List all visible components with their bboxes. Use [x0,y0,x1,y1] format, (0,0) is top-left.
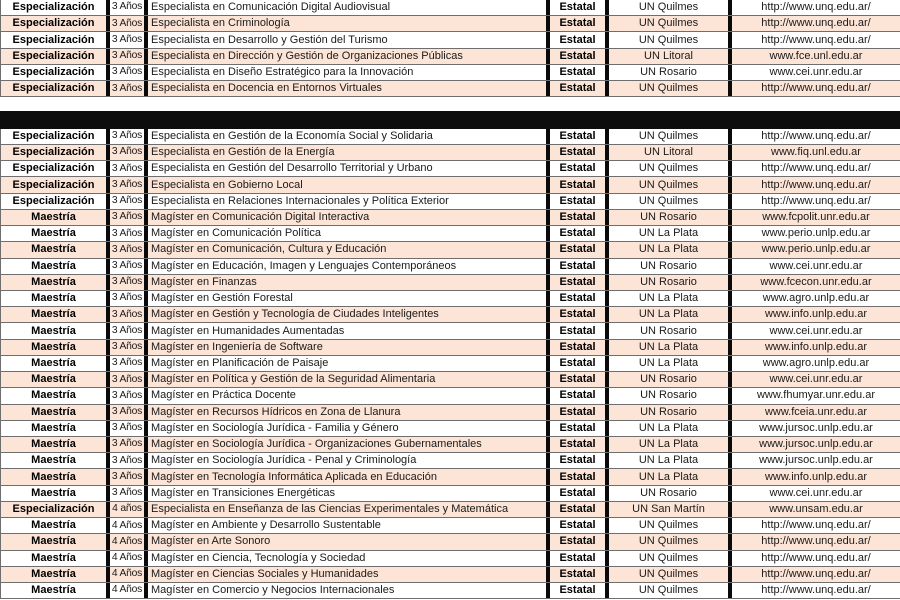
duration-cell[interactable]: 3 Años [110,421,148,436]
duration-cell[interactable]: 3 Años [110,129,148,144]
program-type-cell[interactable]: Maestría [1,242,110,257]
table-row [0,0,900,16]
url-cell[interactable]: http://www.unq.edu.ar/ [761,551,871,564]
program-name-cell[interactable]: Especialista en Gestión de la Economía Social y Solidaria [148,129,550,144]
url-cell[interactable]: www.jursoc.unlp.edu.ar [759,438,873,451]
program-type-cell[interactable]: Especialización [1,161,110,176]
url-cell[interactable]: www.fcecon.unr.edu.ar [760,275,872,288]
sector-cell[interactable]: Estatal [550,469,609,484]
duration-cell[interactable]: 4 años [110,502,148,517]
table-row [0,421,900,437]
sector-cell[interactable]: Estatal [550,551,609,566]
sector-cell[interactable]: Estatal [550,372,609,387]
sector-cell[interactable]: Estatal [550,145,609,160]
duration-cell[interactable]: 3 Años [110,32,148,47]
program-name-cell[interactable]: Magíster en Finanzas [148,275,550,290]
program-type-cell[interactable]: Especialización [1,0,110,15]
sector-cell[interactable]: Estatal [550,502,609,517]
duration-cell[interactable]: 3 Años [110,49,148,64]
duration-cell[interactable]: 3 Años [110,405,148,420]
duration-cell[interactable]: 3 Años [110,226,148,241]
table-row [0,259,900,275]
program-type-cell[interactable]: Maestría [1,388,110,403]
url-cell[interactable]: http://www.unq.edu.ar/ [761,178,871,191]
program-name-cell[interactable]: Magíster en Gestión Forestal [148,291,550,306]
url-cell[interactable]: www.fceia.unr.edu.ar [764,405,868,418]
table-row [0,534,900,550]
university-cell[interactable]: UN Rosario [609,65,732,80]
table-row [0,129,900,145]
program-type-cell[interactable]: Maestría [1,226,110,241]
url-cell[interactable]: www.fiq.unl.edu.ar [771,146,861,159]
sector-cell[interactable]: Estatal [550,534,609,549]
duration-cell[interactable]: 3 Años [110,437,148,452]
university-cell[interactable]: UN La Plata [609,291,732,306]
url-cell[interactable]: http://www.unq.edu.ar/ [761,567,871,580]
university-cell[interactable]: UN La Plata [609,437,732,452]
program-type-cell[interactable]: Especialización [1,129,110,144]
sector-cell[interactable]: Estatal [550,437,609,452]
url-cell[interactable]: www.cei.unr.edu.ar [769,486,863,499]
table-row [0,49,900,65]
duration-cell[interactable]: 3 Años [110,65,148,80]
url-cell[interactable]: http://www.unq.edu.ar/ [761,33,871,46]
url-cell[interactable]: www.perio.unlp.edu.ar [761,227,871,240]
program-name-cell[interactable]: Magíster en Comercio y Negocios Internacionales [148,583,550,598]
program-name-cell[interactable]: Especialista en Comunicación Digital Audiovisual [148,0,550,15]
duration-cell[interactable]: 3 Años [110,145,148,160]
program-type-cell[interactable]: Maestría [1,534,110,549]
program-name-cell[interactable]: Magíster en Ambiente y Desarrollo Sustentable [148,518,550,533]
sector-cell[interactable]: Estatal [550,421,609,436]
table-row [0,437,900,453]
program-name-cell[interactable]: Magíster en Ciencia, Tecnología y Sociedad [148,551,550,566]
program-type-cell[interactable]: Maestría [1,340,110,355]
university-cell[interactable]: UN La Plata [609,453,732,468]
table-row [0,161,900,177]
university-cell[interactable]: UN Quilmes [609,32,732,47]
duration-cell[interactable]: 3 Años [110,259,148,274]
program-type-cell[interactable]: Maestría [1,421,110,436]
table-row [0,340,900,356]
program-name-cell[interactable]: Especialista en Docencia en Entornos Virtuales [148,81,550,96]
table-row [0,453,900,469]
program-type-cell[interactable]: Maestría [1,453,110,468]
program-name-cell[interactable]: Especialista en Criminología [148,16,550,31]
url-cell[interactable]: http://www.unq.edu.ar/ [761,584,871,597]
program-name-cell[interactable]: Magíster en Planificación de Paisaje [148,356,550,371]
duration-cell[interactable]: 3 Años [110,307,148,322]
url-cell[interactable]: www.jursoc.unlp.edu.ar [759,421,873,434]
university-cell[interactable]: UN La Plata [609,356,732,371]
program-name-cell[interactable]: Especialista en Gobierno Local [148,177,550,192]
program-type-cell[interactable]: Maestría [1,210,110,225]
university-cell[interactable]: UN La Plata [609,469,732,484]
table-row [0,16,900,32]
program-type-cell[interactable]: Especialización [1,502,110,517]
program-name-cell[interactable]: Magíster en Humanidades Aumentadas [148,323,550,338]
table-row [0,405,900,421]
duration-cell[interactable]: 4 Años [110,518,148,533]
sector-cell[interactable]: Estatal [550,583,609,598]
duration-cell[interactable]: 4 Años [110,534,148,549]
program-type-cell[interactable]: Especialización [1,49,110,64]
duration-cell[interactable]: 3 Años [110,356,148,371]
university-cell[interactable]: UN Rosario [609,372,732,387]
duration-cell[interactable]: 3 Años [110,453,148,468]
url-cell[interactable]: www.info.unlp.edu.ar [764,470,868,483]
sector-cell[interactable]: Estatal [550,323,609,338]
university-cell[interactable]: UN Rosario [609,210,732,225]
program-type-cell[interactable]: Especialización [1,16,110,31]
table-row [0,226,900,242]
sector-cell[interactable]: Estatal [550,453,609,468]
program-type-cell[interactable]: Maestría [1,323,110,338]
sector-cell[interactable]: Estatal [550,129,609,144]
sector-cell[interactable]: Estatal [550,242,609,257]
program-type-cell[interactable]: Maestría [1,291,110,306]
table-row [0,32,900,48]
university-cell[interactable]: UN Quilmes [609,81,732,96]
duration-cell[interactable]: 3 Años [110,275,148,290]
duration-cell[interactable]: 3 Años [110,161,148,176]
university-cell[interactable]: UN La Plata [609,242,732,257]
url-cell[interactable]: www.fce.unl.edu.ar [769,49,863,62]
program-name-cell[interactable]: Magíster en Transiciones Energéticas [148,486,550,501]
program-type-cell[interactable]: Maestría [1,469,110,484]
table-row [0,210,900,226]
university-cell[interactable]: UN Quilmes [609,177,732,192]
program-type-cell[interactable]: Especialización [1,81,110,96]
url-cell[interactable]: http://www.unq.edu.ar/ [761,194,871,207]
sector-cell[interactable]: Estatal [550,81,609,96]
sector-cell[interactable]: Estatal [550,291,609,306]
program-type-cell[interactable]: Maestría [1,437,110,452]
table-section-gap [0,97,900,111]
url-cell[interactable]: www.info.unlp.edu.ar [764,340,868,353]
sector-cell[interactable]: Estatal [550,65,609,80]
program-name-cell[interactable]: Especialista en Diseño Estratégico para la Innovación [148,65,550,80]
sector-cell[interactable]: Estatal [550,388,609,403]
university-cell[interactable]: UN Quilmes [609,0,732,15]
program-name-cell[interactable]: Especialista en Enseñanza de las Ciencias Experimentales y Matemática [148,502,550,517]
sector-cell[interactable]: Estatal [550,210,609,225]
url-cell[interactable]: www.fhumyar.unr.edu.ar [756,389,875,402]
sector-cell[interactable]: Estatal [550,356,609,371]
url-cell[interactable]: www.cei.unr.edu.ar [769,259,863,272]
duration-cell[interactable]: 3 Años [110,242,148,257]
url-cell[interactable]: www.cei.unr.edu.ar [769,65,863,78]
duration-cell[interactable]: 3 Años [110,486,148,501]
program-type-cell[interactable]: Maestría [1,259,110,274]
sector-cell[interactable]: Estatal [550,226,609,241]
duration-cell[interactable]: 4 Años [110,567,148,582]
table-row [0,81,900,97]
university-cell[interactable]: UN Quilmes [609,534,732,549]
duration-cell[interactable]: 3 Años [110,81,148,96]
university-cell[interactable]: UN Quilmes [609,161,732,176]
program-name-cell[interactable]: Magíster en Comunicación Digital Interactiva [148,210,550,225]
university-cell[interactable]: UN Rosario [609,259,732,274]
program-name-cell[interactable]: Especialista en Relaciones Internacionales y Política Exterior [148,194,550,209]
sector-cell[interactable]: Estatal [550,518,609,533]
table-row [0,518,900,534]
sector-cell[interactable]: Estatal [550,49,609,64]
duration-cell[interactable]: 3 Años [110,194,148,209]
table-row [0,356,900,372]
url-cell[interactable]: www.cei.unr.edu.ar [769,373,863,386]
program-type-cell[interactable]: Especialización [1,145,110,160]
program-name-cell[interactable]: Especialista en Gestión del Desarrollo Territorial y Urbano [148,161,550,176]
table-row [0,275,900,291]
table-row [0,65,900,81]
table-row [0,291,900,307]
program-name-cell[interactable]: Magíster en Arte Sonoro [148,534,550,549]
url-cell[interactable]: www.cei.unr.edu.ar [769,324,863,337]
url-cell[interactable]: www.fcpolit.unr.edu.ar [762,211,870,224]
program-name-cell[interactable]: Magíster en Política y Gestión de la Seguridad Alimentaria [148,372,550,387]
program-type-cell[interactable]: Maestría [1,551,110,566]
table-row [0,469,900,485]
sector-cell[interactable]: Estatal [550,32,609,47]
program-type-cell[interactable]: Maestría [1,307,110,322]
sector-cell[interactable]: Estatal [550,275,609,290]
university-cell[interactable]: UN La Plata [609,340,732,355]
duration-cell[interactable]: 4 Años [110,551,148,566]
url-cell[interactable]: http://www.unq.edu.ar/ [761,519,871,532]
url-cell[interactable]: http://www.unq.edu.ar/ [761,1,871,14]
sector-cell[interactable]: Estatal [550,194,609,209]
program-type-cell[interactable]: Maestría [1,486,110,501]
program-type-cell[interactable]: Maestría [1,567,110,582]
program-name-cell[interactable]: Magíster en Comunicación Política [148,226,550,241]
table-row [0,486,900,502]
program-name-cell[interactable]: Magíster en Ciencias Sociales y Humanidades [148,567,550,582]
program-type-cell[interactable]: Maestría [1,405,110,420]
program-name-cell[interactable]: Magíster en Tecnología Informática Aplicada en Educación [148,469,550,484]
program-name-cell[interactable]: Especialista en Dirección y Gestión de Organizaciones Públicas [148,49,550,64]
university-cell[interactable]: UN Quilmes [609,129,732,144]
sector-cell[interactable]: Estatal [550,307,609,322]
program-name-cell[interactable]: Magíster en Práctica Docente [148,388,550,403]
program-type-cell[interactable]: Maestría [1,356,110,371]
url-cell[interactable]: www.agro.unlp.edu.ar [762,356,870,369]
sector-cell[interactable]: Estatal [550,177,609,192]
university-cell[interactable]: UN Rosario [609,486,732,501]
duration-cell[interactable]: 3 Años [110,372,148,387]
university-cell[interactable]: UN Quilmes [609,583,732,598]
university-cell[interactable]: UN Quilmes [609,194,732,209]
table-row [0,145,900,161]
table-row [0,242,900,258]
university-cell[interactable]: UN Rosario [609,405,732,420]
duration-cell[interactable]: 3 Años [110,340,148,355]
table-row [0,583,900,599]
program-type-cell[interactable]: Especialización [1,177,110,192]
sector-cell[interactable]: Estatal [550,567,609,582]
sector-cell[interactable]: Estatal [550,259,609,274]
university-cell[interactable]: UN Rosario [609,388,732,403]
duration-cell[interactable]: 3 Años [110,177,148,192]
table-row [0,388,900,404]
url-cell[interactable]: http://www.unq.edu.ar/ [761,17,871,30]
url-cell[interactable]: www.perio.unlp.edu.ar [761,243,871,256]
url-cell[interactable]: www.jursoc.unlp.edu.ar [759,454,873,467]
program-name-cell[interactable]: Magíster en Comunicación, Cultura y Educación [148,242,550,257]
program-type-cell[interactable]: Especialización [1,65,110,80]
university-cell[interactable]: UN San Martín [609,502,732,517]
program-name-cell[interactable]: Magíster en Gestión y Tecnología de Ciudades Inteligentes [148,307,550,322]
university-cell[interactable]: UN Litoral [609,49,732,64]
university-cell[interactable]: UN La Plata [609,421,732,436]
duration-cell[interactable]: 3 Años [110,291,148,306]
university-cell[interactable]: UN Quilmes [609,16,732,31]
duration-cell[interactable]: 3 Años [110,388,148,403]
university-cell[interactable]: UN Litoral [609,145,732,160]
program-name-cell[interactable]: Magíster en Sociología Jurídica - Organizaciones Gubernamentales [148,437,550,452]
program-type-cell[interactable]: Maestría [1,372,110,387]
university-cell[interactable]: UN Rosario [609,275,732,290]
table-row [0,177,900,193]
duration-cell[interactable]: 3 Años [110,0,148,15]
program-type-cell[interactable]: Especialización [1,32,110,47]
program-type-cell[interactable]: Maestría [1,583,110,598]
table-row [0,194,900,210]
sector-cell[interactable]: Estatal [550,340,609,355]
university-cell[interactable]: UN La Plata [609,226,732,241]
sector-cell[interactable]: Estatal [550,405,609,420]
url-cell[interactable]: www.unsam.edu.ar [769,502,863,515]
program-name-cell[interactable]: Magíster en Ingeniería de Software [148,340,550,355]
table-row [0,567,900,583]
university-cell[interactable]: UN La Plata [609,307,732,322]
sector-cell[interactable]: Estatal [550,161,609,176]
url-cell[interactable]: http://www.unq.edu.ar/ [761,535,871,548]
duration-cell[interactable]: 3 Años [110,323,148,338]
url-cell[interactable]: www.agro.unlp.edu.ar [762,292,870,305]
url-cell[interactable]: http://www.unq.edu.ar/ [761,129,871,142]
program-name-cell[interactable]: Magíster en Sociología Jurídica - Penal y Criminología [148,453,550,468]
table-row [0,307,900,323]
program-name-cell[interactable]: Especialista en Desarrollo y Gestión del Turismo [148,32,550,47]
url-cell[interactable]: http://www.unq.edu.ar/ [761,162,871,175]
table-row [0,372,900,388]
sector-cell[interactable]: Estatal [550,486,609,501]
program-type-cell[interactable]: Maestría [1,275,110,290]
sector-cell[interactable]: Estatal [550,0,609,15]
university-cell[interactable]: UN Quilmes [609,551,732,566]
duration-cell[interactable]: 4 Años [110,583,148,598]
duration-cell[interactable]: 3 Años [110,469,148,484]
url-cell[interactable]: http://www.unq.edu.ar/ [761,82,871,95]
program-name-cell[interactable]: Magíster en Sociología Jurídica - Familia y Género [148,421,550,436]
table-row [0,323,900,339]
table-row [0,502,900,518]
sector-cell[interactable]: Estatal [550,16,609,31]
program-name-cell[interactable]: Magíster en Educación, Imagen y Lenguajes Contemporáneos [148,259,550,274]
duration-cell[interactable]: 3 Años [110,210,148,225]
program-name-cell[interactable]: Especialista en Gestión de la Energía [148,145,550,160]
university-cell[interactable]: UN Quilmes [609,567,732,582]
program-type-cell[interactable]: Maestría [1,518,110,533]
university-cell[interactable]: UN Rosario [609,323,732,338]
table-row [0,551,900,567]
duration-cell[interactable]: 3 Años [110,16,148,31]
program-name-cell[interactable]: Magíster en Recursos Hídricos en Zona de Llanura [148,405,550,420]
university-cell[interactable]: UN Quilmes [609,518,732,533]
black-separator-band [0,111,900,129]
url-cell[interactable]: www.info.unlp.edu.ar [764,308,868,321]
program-type-cell[interactable]: Especialización [1,194,110,209]
